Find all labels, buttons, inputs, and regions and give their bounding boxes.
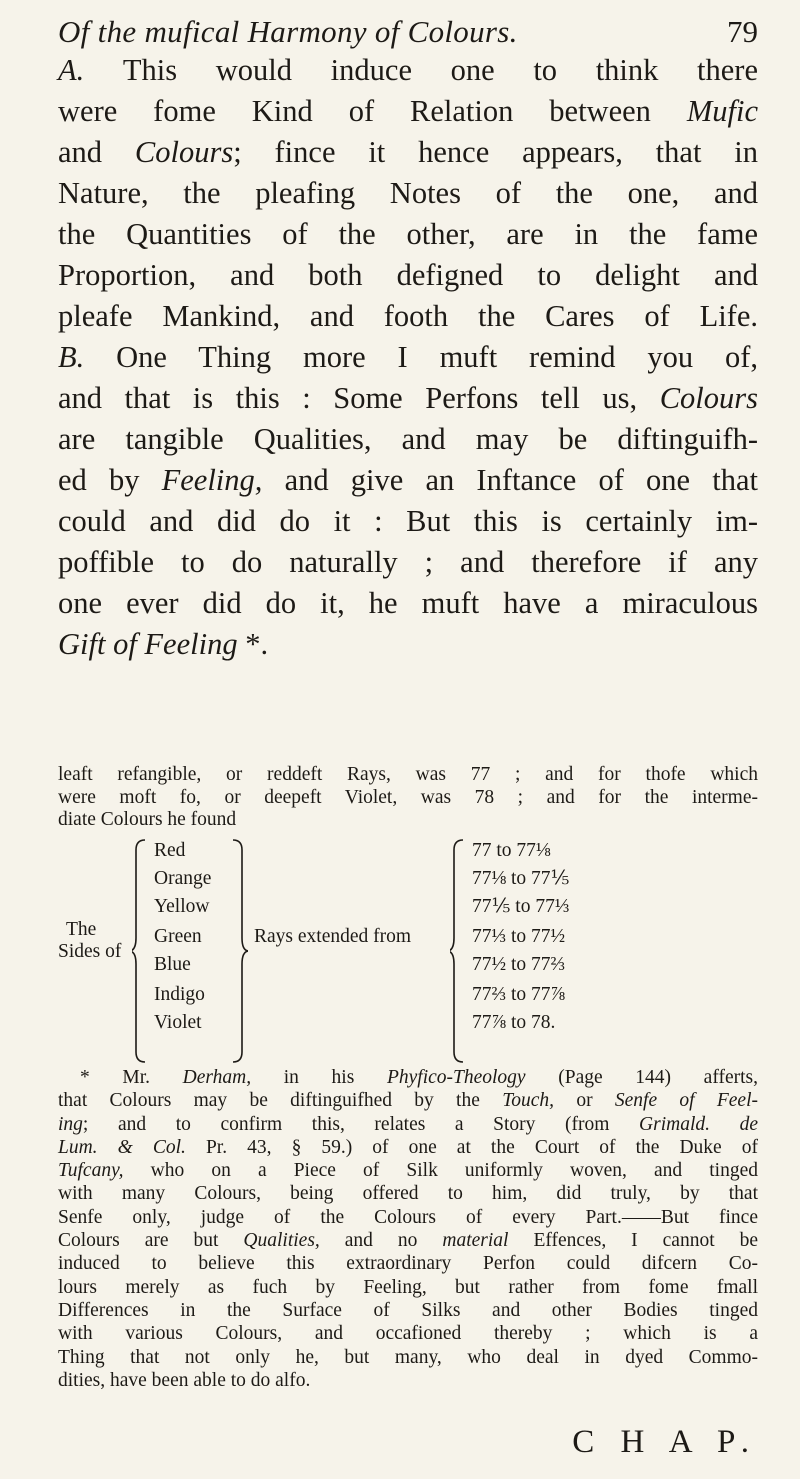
left-brace [132, 838, 148, 1064]
ray-range: 77⅓ to 77½ [472, 926, 566, 947]
main-text [58, 50, 758, 665]
footnote-line: Lum. & Col. Pr. 43, § 59.) of one at the Court of the Duke of [58, 1136, 758, 1158]
text-line: poffible to do naturally ; and therefore if any [58, 545, 758, 579]
rays-label: Rays extended from [254, 926, 412, 947]
colour-name: Indigo [154, 984, 205, 1005]
right-brace [230, 838, 248, 1064]
colour-ray-table [58, 838, 758, 1064]
text-line: Gift of Feeling *. [58, 627, 269, 661]
footnote-line: with various Colours, and occafioned thereby ; which is a [58, 1323, 758, 1345]
text-line: one ever did do it, he muft have a miraculous [58, 586, 758, 620]
footnote-line: Thing that not only he, but many, who deal in dyed Commo- [58, 1346, 758, 1368]
footnote-line: Colours are but Qualities, and no material Effences, I cannot be [58, 1230, 758, 1252]
text-line: and Colours; fince it hence appears, that in [58, 135, 758, 169]
footnote-line: induced to believe this extraordinary Perfon could difcern Co- [58, 1253, 758, 1275]
ray-range: 77 to 77⅛ [472, 840, 551, 861]
note-line: were moft fo, or deepeft Violet, was 78 ; and for the interme- [58, 786, 758, 808]
footnote-line: ing; and to confirm this, relates a Story (from Grimald. de [58, 1113, 758, 1135]
footnote-line: Senfe only, judge of the Colours of every Part.——But fince [58, 1206, 758, 1228]
ray-range: 77⅞ to 78. [472, 1012, 556, 1033]
side-label: Sides of [58, 941, 122, 962]
text-line: pleafe Mankind, and footh the Cares of Life. [58, 299, 758, 333]
range-brace [450, 838, 466, 1064]
colour-name: Green [154, 926, 202, 947]
footnote-line: Tufcany, who on a Piece of Silk uniformly woven, and tinged [58, 1160, 758, 1182]
text-line: Nature, the pleafing Notes of the one, and [58, 176, 758, 210]
colour-name: Yellow [154, 896, 210, 917]
catchword: C H A P. [572, 1424, 758, 1460]
text-line: the Quantities of the other, are in the fame [58, 217, 758, 251]
text-line: Proportion, and both defigned to delight and [58, 258, 758, 292]
ray-range: 77⅕ to 77⅓ [472, 896, 570, 917]
ray-range: 77⅛ to 77⅕ [472, 868, 570, 889]
text-line: could and did do it : But this is certainly im- [58, 504, 758, 538]
side-label: The [66, 919, 97, 940]
footnote-line: * Mr. Derham, in his Phyfico-Theology (Page 144) afferts, [80, 1067, 758, 1088]
footnote-line: that Colours may be diftinguifhed by the Touch, or Senfe of Feel- [58, 1090, 758, 1112]
note-line: leaft refangible, or reddeft Rays, was 77 ; and for thofe which [58, 764, 758, 785]
text-line: were fome Kind of Relation between Mufic [58, 94, 758, 128]
text-line: are tangible Qualities, and may be diftinguifh- [58, 422, 758, 456]
text-line: B. One Thing more I muft remind you of, [58, 340, 758, 374]
footnote-line: dities, have been able to do alfo. [58, 1369, 311, 1391]
colour-name: Violet [154, 1012, 202, 1033]
text-line: and that is this : Some Perfons tell us, Colours [58, 381, 758, 415]
text-line: ed by Feeling, and give an Inftance of one that [58, 463, 758, 497]
continued-note [58, 764, 758, 832]
page-number: 79 [727, 14, 758, 49]
footnote [58, 1066, 758, 1392]
colour-name: Orange [154, 868, 212, 889]
colour-name: Blue [154, 954, 191, 975]
ray-range: 77⅔ to 77⅞ [472, 984, 566, 1005]
running-title: Of the mufical Harmony of Colours. [58, 14, 518, 49]
footnote-line: with many Colours, being offered to him, did truly, by that [58, 1183, 758, 1205]
ray-range: 77½ to 77⅔ [472, 954, 566, 975]
text-line: A. This would induce one to think there [58, 53, 758, 87]
colour-name: Red [154, 840, 186, 861]
note-line: diate Colours he found [58, 809, 237, 830]
footnote-line: Differences in the Surface of Silks and other Bodies tinged [58, 1299, 758, 1321]
footnote-line: lours merely as fuch by Feeling, but rather from fome fmall [58, 1276, 758, 1298]
